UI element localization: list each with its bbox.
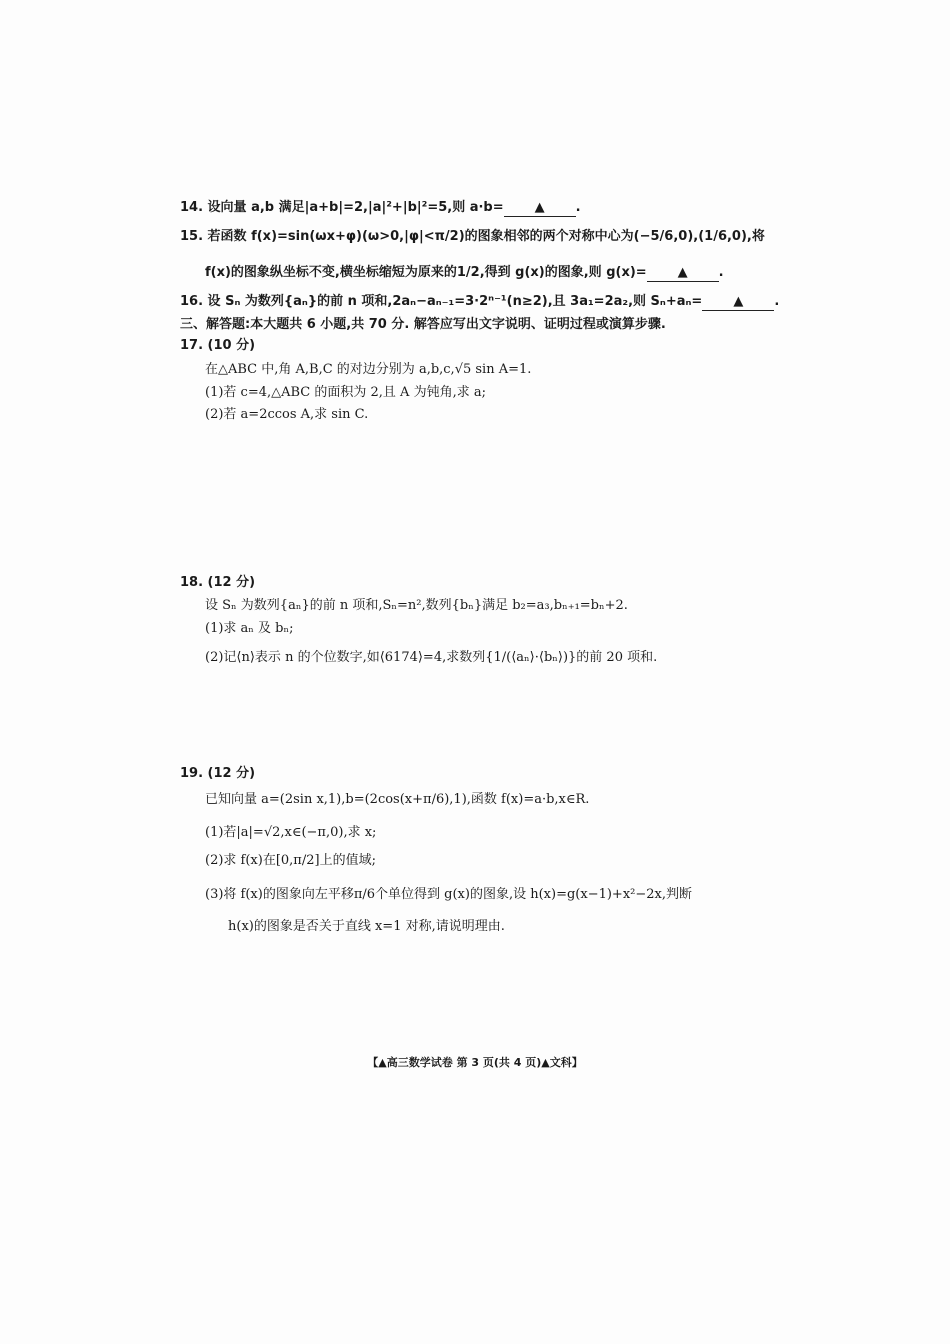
- question-14: [180, 200, 581, 217]
- answer-triangle-icon: ▲: [733, 294, 744, 309]
- question-15-line-1: 15. 若函数 f(x)=sin(ωx+φ)(ω>0,|φ|<π/2)的图象相邻的两个对称中心为(−5/6,0),(1/6,0),将: [180, 229, 765, 244]
- answer-triangle-icon: ▲: [677, 265, 688, 280]
- question-17-part-2: (2)若 a=2ccos A,求 sin C.: [205, 407, 369, 422]
- question-14-text: 14. 设向量 a,b 满足|a+b|=2,|a|²+|b|²=5,则 a·b=: [180, 200, 504, 215]
- question-17-part-1: (1)若 c=4,△ABC 的面积为 2,且 A 为钝角,求 a;: [205, 385, 486, 400]
- question-18-stem: 设 Sₙ 为数列{aₙ}的前 n 项和,Sₙ=n²,数列{bₙ}满足 b₂=a₃,bₙ₊₁=bₙ+2.: [205, 598, 628, 613]
- answer-blank-16: [702, 294, 774, 311]
- question-16: [180, 294, 779, 311]
- question-19-part-3-line-2: h(x)的图象是否关于直线 x=1 对称,请说明理由.: [228, 919, 505, 934]
- question-14-tail: .: [575, 200, 581, 215]
- question-19-part-3-line-1: (3)将 f(x)的图象向左平移π/6个单位得到 g(x)的图象,设 h(x)=g(x−1)+x²−2x,判断: [205, 887, 692, 902]
- question-19-header: 19. (12 分): [180, 766, 256, 781]
- page-footer: 【▲高三数学试卷 第 3 页(共 4 页)▲文科】: [367, 1056, 583, 1069]
- answer-triangle-icon: ▲: [534, 200, 545, 215]
- question-17-header: 17. (10 分): [180, 338, 256, 353]
- answer-blank-14: [504, 200, 576, 217]
- question-17-stem: 在△ABC 中,角 A,B,C 的对边分别为 a,b,c,√5 sin A=1.: [205, 362, 532, 377]
- question-18-part-1: (1)求 aₙ 及 bₙ;: [205, 621, 294, 636]
- section-3-heading: 三、解答题:本大题共 6 小题,共 70 分. 解答应写出文字说明、证明过程或演算步骤.: [180, 317, 666, 332]
- question-15-line-2: [205, 265, 724, 282]
- question-15-line-2-text: f(x)的图象纵坐标不变,横坐标缩短为原来的1/2,得到 g(x)的图象,则 g(x)=: [205, 265, 647, 280]
- question-15-tail: .: [718, 265, 724, 280]
- question-18-part-2: (2)记⟨n⟩表示 n 的个位数字,如⟨6174⟩=4,求数列{1/(⟨aₙ⟩·⟨bₙ⟩)}的前 20 项和.: [205, 650, 658, 665]
- question-18-header: 18. (12 分): [180, 575, 256, 590]
- question-16-text: 16. 设 Sₙ 为数列{aₙ}的前 n 项和,2aₙ−aₙ₋₁=3·2ⁿ⁻¹(n≥2),且 3a₁=2a₂,则 Sₙ+aₙ=: [180, 294, 703, 309]
- question-19-part-2: (2)求 f(x)在[0,π/2]上的值域;: [205, 853, 376, 868]
- question-16-tail: .: [774, 294, 780, 309]
- question-19-stem: 已知向量 a=(2sin x,1),b=(2cos(x+π/6),1),函数 f(x)=a·b,x∈R.: [205, 792, 590, 807]
- question-19-part-1: (1)若|a|=√2,x∈(−π,0),求 x;: [205, 825, 377, 840]
- answer-blank-15: [647, 265, 719, 282]
